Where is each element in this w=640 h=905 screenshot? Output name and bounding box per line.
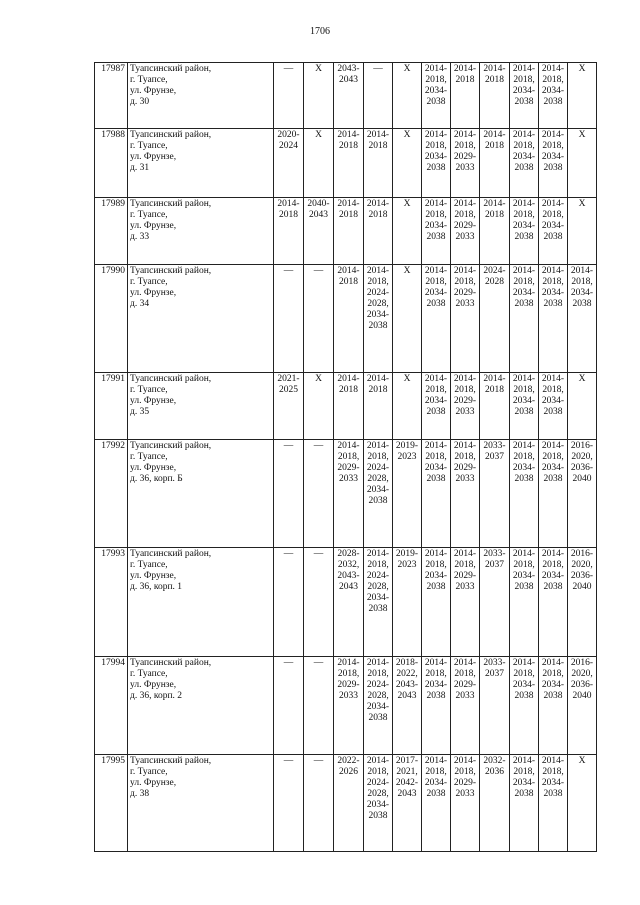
period-cell: 2020- 2024	[274, 129, 304, 198]
period-cell: 2014- 2018, 2034- 2038	[422, 440, 451, 548]
page-number: 1706	[310, 26, 330, 37]
period-cell: X	[393, 265, 422, 373]
address-line: д. 31	[130, 163, 150, 173]
period-cell: X	[568, 198, 597, 265]
period-cell: —	[274, 548, 304, 657]
period-cell: X	[568, 755, 597, 852]
period-cell: 2014- 2018, 2034- 2038	[422, 265, 451, 373]
period-cell: 2014- 2018, 2029- 2033	[451, 440, 480, 548]
period-cell: 2014- 2018	[480, 63, 510, 129]
period-cell: X	[304, 129, 334, 198]
row-number: 17991	[95, 373, 128, 440]
table-row	[95, 63, 597, 129]
period-cell: 2014- 2018, 2034- 2038	[539, 548, 568, 657]
address-cell	[128, 129, 274, 198]
address-line: Туапсинский район,	[130, 756, 212, 766]
address-line: Туапсинский район,	[130, 130, 212, 140]
period-cell: 2014- 2018, 2034- 2038	[539, 63, 568, 129]
address-line: г. Туапсе,	[130, 385, 168, 395]
period-cell: 2018- 2022, 2043- 2043	[393, 657, 422, 755]
period-cell: 2014- 2018	[334, 129, 364, 198]
address-line: г. Туапсе,	[130, 141, 168, 151]
period-cell: 2014- 2018, 2034- 2038	[539, 198, 568, 265]
period-cell: 2014- 2018, 2034- 2038	[539, 755, 568, 852]
address-line: д. 36, корп. 1	[130, 582, 183, 592]
period-cell: 2019- 2023	[393, 440, 422, 548]
address-cell	[128, 198, 274, 265]
period-cell: X	[568, 63, 597, 129]
address-line: д. 35	[130, 407, 150, 417]
table-row	[95, 548, 597, 657]
period-cell: 2028- 2032, 2043- 2043	[334, 548, 364, 657]
period-cell: 2043- 2043	[334, 63, 364, 129]
period-cell: 2014- 2018, 2034- 2038	[510, 198, 539, 265]
period-cell: 2014- 2018	[334, 265, 364, 373]
address-line: ул. Фрунзе,	[130, 288, 177, 298]
address-line: д. 36, корп. Б	[130, 474, 183, 484]
period-cell: 2033- 2037	[480, 548, 510, 657]
period-cell: X	[568, 129, 597, 198]
period-cell: 2014- 2018, 2024- 2028, 2034- 2038	[364, 548, 393, 657]
address-line: ул. Фрунзе,	[130, 396, 177, 406]
period-cell: 2014- 2018, 2034- 2038	[510, 129, 539, 198]
period-cell: 2014- 2018	[364, 198, 393, 265]
table-row	[95, 440, 597, 548]
address-cell	[128, 440, 274, 548]
address-cell	[128, 657, 274, 755]
period-cell: —	[274, 755, 304, 852]
period-cell: 2014- 2018, 2034- 2038	[510, 63, 539, 129]
address-line: г. Туапсе,	[130, 669, 168, 679]
period-cell: 2033- 2037	[480, 440, 510, 548]
period-cell: 2014- 2018, 2034- 2038	[422, 373, 451, 440]
period-cell: 2024- 2028	[480, 265, 510, 373]
period-cell: 2014- 2018, 2029- 2033	[451, 198, 480, 265]
address-line: Туапсинский район,	[130, 199, 212, 209]
period-cell: 2014- 2018, 2034- 2038	[422, 198, 451, 265]
address-line: ул. Фрунзе,	[130, 221, 177, 231]
period-cell: —	[304, 265, 334, 373]
period-cell: 2014- 2018	[480, 129, 510, 198]
period-cell: —	[274, 657, 304, 755]
address-line: г. Туапсе,	[130, 210, 168, 220]
period-cell: —	[304, 440, 334, 548]
row-number: 17992	[95, 440, 128, 548]
period-cell: 2014- 2018, 2029- 2033	[451, 129, 480, 198]
period-cell: 2014- 2018	[451, 63, 480, 129]
address-line: г. Туапсе,	[130, 277, 168, 287]
table-row	[95, 657, 597, 755]
table-row	[95, 198, 597, 265]
period-cell: X	[393, 373, 422, 440]
period-cell: —	[274, 63, 304, 129]
period-cell: 2016- 2020, 2036- 2040	[568, 440, 597, 548]
period-cell: 2019- 2023	[393, 548, 422, 657]
period-cell: 2014- 2018, 2029- 2033	[451, 755, 480, 852]
period-cell: 2014- 2018, 2034- 2038	[422, 63, 451, 129]
period-cell: 2014- 2018, 2034- 2038	[539, 129, 568, 198]
address-line: Туапсинский район,	[130, 374, 212, 384]
row-number: 17987	[95, 63, 128, 129]
address-line: д. 33	[130, 232, 150, 242]
period-cell: X	[304, 63, 334, 129]
address-line: ул. Фрунзе,	[130, 86, 177, 96]
table-body	[95, 63, 597, 852]
period-cell: 2033- 2037	[480, 657, 510, 755]
address-cell	[128, 548, 274, 657]
period-cell: 2014- 2018	[274, 198, 304, 265]
address-line: ул. Фрунзе,	[130, 152, 177, 162]
address-line: д. 34	[130, 299, 150, 309]
address-line: г. Туапсе,	[130, 452, 168, 462]
period-cell: X	[304, 373, 334, 440]
address-line: Туапсинский район,	[130, 441, 212, 451]
row-number: 17994	[95, 657, 128, 755]
period-cell: —	[304, 755, 334, 852]
row-number: 17995	[95, 755, 128, 852]
address-line: г. Туапсе,	[130, 560, 168, 570]
address-cell	[128, 63, 274, 129]
period-cell: 2017- 2021, 2042- 2043	[393, 755, 422, 852]
period-cell: —	[304, 548, 334, 657]
period-cell: 2014- 2018, 2024- 2028, 2034- 2038	[364, 265, 393, 373]
period-cell: 2014- 2018, 2034- 2038	[510, 657, 539, 755]
period-cell: 2014- 2018	[334, 373, 364, 440]
period-cell: 2014- 2018, 2034- 2038	[539, 440, 568, 548]
period-cell: X	[393, 198, 422, 265]
table-row	[95, 755, 597, 852]
registry-table	[94, 62, 597, 852]
period-cell: X	[393, 63, 422, 129]
period-cell: —	[274, 265, 304, 373]
period-cell: 2014- 2018, 2024- 2028, 2034- 2038	[364, 440, 393, 548]
period-cell: 2014- 2018, 2029- 2033	[451, 373, 480, 440]
period-cell: 2014- 2018, 2034- 2038	[422, 657, 451, 755]
address-line: ул. Фрунзе,	[130, 463, 177, 473]
period-cell: 2014- 2018	[480, 373, 510, 440]
period-cell: 2014- 2018	[364, 129, 393, 198]
period-cell: X	[568, 373, 597, 440]
period-cell: 2014- 2018, 2034- 2038	[539, 657, 568, 755]
period-cell: 2014- 2018, 2029- 2033	[451, 265, 480, 373]
period-cell: 2014- 2018, 2034- 2038	[539, 265, 568, 373]
row-number: 17993	[95, 548, 128, 657]
period-cell: 2014- 2018, 2029- 2033	[451, 657, 480, 755]
period-cell: 2014- 2018, 2034- 2038	[510, 755, 539, 852]
table-row	[95, 373, 597, 440]
period-cell: 2014- 2018	[480, 198, 510, 265]
period-cell: —	[364, 63, 393, 129]
period-cell: —	[304, 657, 334, 755]
period-cell: 2016- 2020, 2036- 2040	[568, 657, 597, 755]
address-line: Туапсинский район,	[130, 266, 212, 276]
address-cell	[128, 755, 274, 852]
period-cell: 2014- 2018, 2034- 2038	[422, 548, 451, 657]
row-number: 17990	[95, 265, 128, 373]
period-cell: 2014- 2018, 2034- 2038	[510, 440, 539, 548]
period-cell: 2021- 2025	[274, 373, 304, 440]
period-cell: 2032- 2036	[480, 755, 510, 852]
row-number: 17988	[95, 129, 128, 198]
period-cell: 2014- 2018, 2034- 2038	[539, 373, 568, 440]
period-cell: 2014- 2018, 2034- 2038	[422, 129, 451, 198]
address-cell	[128, 265, 274, 373]
period-cell: 2014- 2018, 2034- 2038	[568, 265, 597, 373]
period-cell: 2014- 2018, 2024- 2028, 2034- 2038	[364, 755, 393, 852]
period-cell: 2014- 2018	[364, 373, 393, 440]
period-cell: 2014- 2018, 2029- 2033	[334, 657, 364, 755]
table-row	[95, 265, 597, 373]
period-cell: 2014- 2018, 2024- 2028, 2034- 2038	[364, 657, 393, 755]
period-cell: 2014- 2018	[334, 198, 364, 265]
period-cell: 2014- 2018, 2034- 2038	[510, 265, 539, 373]
period-cell: 2040- 2043	[304, 198, 334, 265]
table-row	[95, 129, 597, 198]
period-cell: 2014- 2018, 2034- 2038	[510, 548, 539, 657]
period-cell: 2014- 2018, 2034- 2038	[510, 373, 539, 440]
period-cell: 2014- 2018, 2034- 2038	[422, 755, 451, 852]
period-cell: 2014- 2018, 2029- 2033	[334, 440, 364, 548]
period-cell: —	[274, 440, 304, 548]
period-cell: 2016- 2020, 2036- 2040	[568, 548, 597, 657]
address-line: ул. Фрунзе,	[130, 571, 177, 581]
address-line: Туапсинский район,	[130, 64, 212, 74]
address-line: Туапсинский район,	[130, 549, 212, 559]
address-line: ул. Фрунзе,	[130, 778, 177, 788]
address-cell	[128, 373, 274, 440]
period-cell: 2014- 2018, 2029- 2033	[451, 548, 480, 657]
address-line: г. Туапсе,	[130, 75, 168, 85]
period-cell: X	[393, 129, 422, 198]
address-line: д. 30	[130, 97, 150, 107]
address-line: ул. Фрунзе,	[130, 680, 177, 690]
address-line: д. 38	[130, 789, 150, 799]
row-number: 17989	[95, 198, 128, 265]
period-cell: 2022- 2026	[334, 755, 364, 852]
address-line: д. 36, корп. 2	[130, 691, 183, 701]
address-line: г. Туапсе,	[130, 767, 168, 777]
address-line: Туапсинский район,	[130, 658, 212, 668]
